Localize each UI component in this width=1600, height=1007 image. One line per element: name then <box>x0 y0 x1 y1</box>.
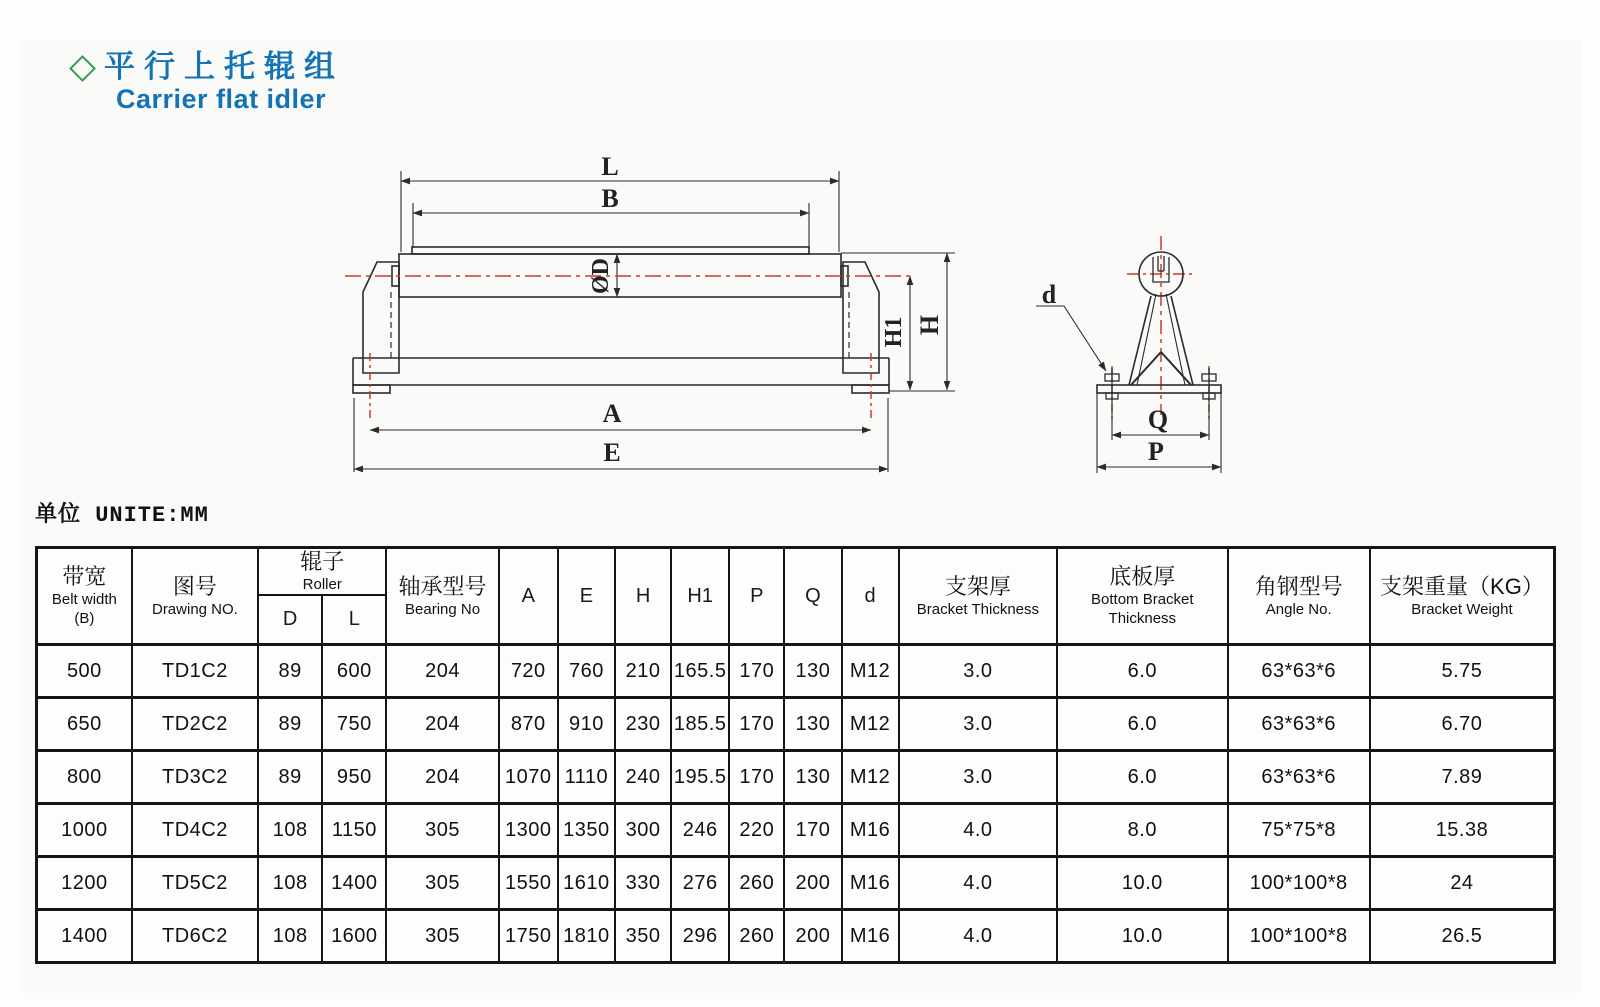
table-cell: 15.38 <box>1370 804 1555 857</box>
table-cell: 6.0 <box>1057 751 1227 804</box>
table-cell: 130 <box>784 698 841 751</box>
table-cell: TD4C2 <box>132 804 258 857</box>
table-cell: 350 <box>615 910 671 963</box>
dim-label-E: E <box>603 438 621 467</box>
dim-label-B: B <box>601 184 619 213</box>
table-cell: 1110 <box>558 751 615 804</box>
spec-table-body <box>37 645 1555 963</box>
table-cell: 1810 <box>558 910 615 963</box>
table-cell: 330 <box>615 857 671 910</box>
table-cell: 870 <box>499 698 558 751</box>
spec-table <box>35 546 1556 964</box>
table-cell: 100*100*8 <box>1228 910 1370 963</box>
table-cell: 1610 <box>558 857 615 910</box>
table-cell: 130 <box>784 751 841 804</box>
table-cell: M16 <box>842 910 899 963</box>
table-cell: TD6C2 <box>132 910 258 963</box>
table-cell: 220 <box>729 804 784 857</box>
table-row <box>37 698 1555 751</box>
table-cell: 75*75*8 <box>1228 804 1370 857</box>
col-header-roller-group: 辊子 Roller <box>258 548 386 596</box>
table-cell: 10.0 <box>1057 857 1227 910</box>
table-cell: 260 <box>729 857 784 910</box>
table-cell: 500 <box>37 645 132 698</box>
table-cell: 276 <box>671 857 729 910</box>
table-cell: M16 <box>842 857 899 910</box>
dim-label-A: A <box>602 399 622 428</box>
table-cell: 720 <box>499 645 558 698</box>
dimension-labels <box>588 152 1168 467</box>
col-header-P: P <box>729 548 784 645</box>
table-cell: 204 <box>386 645 498 698</box>
table-cell: 950 <box>322 751 386 804</box>
table-cell: M12 <box>842 645 899 698</box>
table-cell: 5.75 <box>1370 645 1555 698</box>
table-cell: 195.5 <box>671 751 729 804</box>
table-cell: M12 <box>842 698 899 751</box>
dim-label-H1: H1 <box>881 316 907 348</box>
table-cell: 1400 <box>322 857 386 910</box>
table-cell: 8.0 <box>1057 804 1227 857</box>
col-header-A: A <box>499 548 558 645</box>
table-cell: TD3C2 <box>132 751 258 804</box>
table-cell: 170 <box>729 698 784 751</box>
col-header-H1: H1 <box>671 548 729 645</box>
col-header-Q: Q <box>784 548 841 645</box>
table-cell: 10.0 <box>1057 910 1227 963</box>
table-cell: 300 <box>615 804 671 857</box>
table-cell: 165.5 <box>671 645 729 698</box>
table-cell: 305 <box>386 804 498 857</box>
table-cell: 1300 <box>499 804 558 857</box>
table-cell: 63*63*6 <box>1228 698 1370 751</box>
dim-label-H: H <box>915 314 944 336</box>
table-cell: 170 <box>784 804 841 857</box>
table-cell: 650 <box>37 698 132 751</box>
table-cell: 89 <box>258 645 322 698</box>
page-title-chinese: 平行上托辊组 <box>104 49 344 84</box>
table-cell: 170 <box>729 751 784 804</box>
table-cell: 1750 <box>499 910 558 963</box>
table-row <box>37 910 1555 963</box>
table-cell: 240 <box>615 751 671 804</box>
table-cell: 63*63*6 <box>1228 645 1370 698</box>
table-cell: 108 <box>258 910 322 963</box>
table-cell: 204 <box>386 698 498 751</box>
table-row <box>37 751 1555 804</box>
table-cell: 200 <box>784 857 841 910</box>
table-cell: 1000 <box>37 804 132 857</box>
table-cell: 108 <box>258 804 322 857</box>
table-cell: 100*100*8 <box>1228 857 1370 910</box>
table-cell: 910 <box>558 698 615 751</box>
table-cell: 296 <box>671 910 729 963</box>
page-title-english: Carrier flat idler <box>116 84 327 114</box>
col-header-bearing-no: 轴承型号 Bearing No <box>386 548 498 645</box>
table-cell: 1400 <box>37 910 132 963</box>
table-cell: 305 <box>386 910 498 963</box>
table-cell: 230 <box>615 698 671 751</box>
table-cell: TD2C2 <box>132 698 258 751</box>
col-header-bracket-weight: 支架重量（KG） Bracket Weight <box>1370 548 1555 645</box>
col-header-bracket-thickness: 支架厚 Bracket Thickness <box>899 548 1057 645</box>
table-cell: 63*63*6 <box>1228 751 1370 804</box>
table-cell: 3.0 <box>899 698 1057 751</box>
table-cell: 200 <box>784 910 841 963</box>
table-cell: 1350 <box>558 804 615 857</box>
table-cell: 260 <box>729 910 784 963</box>
dim-label-d: d <box>1041 280 1057 309</box>
table-cell: 170 <box>729 645 784 698</box>
col-header-roller-L: L <box>322 595 386 645</box>
table-cell: 26.5 <box>1370 910 1555 963</box>
table-cell: 4.0 <box>899 910 1057 963</box>
table-cell: 1070 <box>499 751 558 804</box>
table-cell: 130 <box>784 645 841 698</box>
table-cell: 800 <box>37 751 132 804</box>
front-view-dimension-lines <box>354 171 955 472</box>
col-header-bottom-bracket-thickness: 底板厚 Bottom Bracket Thickness <box>1057 548 1227 645</box>
table-cell: 3.0 <box>899 751 1057 804</box>
front-view-centerlines <box>345 276 915 422</box>
table-cell: M12 <box>842 751 899 804</box>
table-cell: 185.5 <box>671 698 729 751</box>
table-cell: 108 <box>258 857 322 910</box>
table-cell: 600 <box>322 645 386 698</box>
table-cell: 204 <box>386 751 498 804</box>
col-header-angle-no: 角钢型号 Angle No. <box>1228 548 1370 645</box>
table-cell: 24 <box>1370 857 1555 910</box>
col-header-E: E <box>558 548 615 645</box>
table-cell: 3.0 <box>899 645 1057 698</box>
front-view-structure <box>353 247 889 393</box>
dim-label-P: P <box>1148 437 1164 466</box>
table-cell: 1550 <box>499 857 558 910</box>
col-header-belt-width: 带宽 Belt width (B) <box>37 548 132 645</box>
unit-note: 单位 UNITE:MM <box>35 503 209 528</box>
table-cell: 4.0 <box>899 804 1057 857</box>
col-header-H: H <box>615 548 671 645</box>
diamond-bullet-icon <box>69 55 96 82</box>
table-cell: 7.89 <box>1370 751 1555 804</box>
table-cell: 246 <box>671 804 729 857</box>
table-row <box>37 645 1555 698</box>
side-view-dimension-lines <box>1036 306 1221 473</box>
table-cell: 1600 <box>322 910 386 963</box>
table-cell: 6.0 <box>1057 645 1227 698</box>
table-cell: 6.70 <box>1370 698 1555 751</box>
col-header-drawing-no: 图号 Drawing NO. <box>132 548 258 645</box>
dim-label-L: L <box>601 152 619 181</box>
table-cell: 89 <box>258 698 322 751</box>
table-row <box>37 804 1555 857</box>
col-header-roller-D: D <box>258 595 322 645</box>
table-cell: 210 <box>615 645 671 698</box>
table-cell: TD1C2 <box>132 645 258 698</box>
dim-label-Q: Q <box>1147 405 1169 434</box>
col-header-d: d <box>842 548 899 645</box>
table-cell: 1200 <box>37 857 132 910</box>
table-cell: 750 <box>322 698 386 751</box>
table-cell: 1150 <box>322 804 386 857</box>
table-cell: 89 <box>258 751 322 804</box>
table-cell: 305 <box>386 857 498 910</box>
table-cell: 6.0 <box>1057 698 1227 751</box>
page-title <box>70 50 344 114</box>
table-cell: 4.0 <box>899 857 1057 910</box>
technical-drawing <box>330 145 1260 500</box>
table-row <box>37 857 1555 910</box>
table-cell: M16 <box>842 804 899 857</box>
table-cell: 760 <box>558 645 615 698</box>
dim-label-OD: ØD <box>588 258 614 294</box>
table-cell: TD5C2 <box>132 857 258 910</box>
